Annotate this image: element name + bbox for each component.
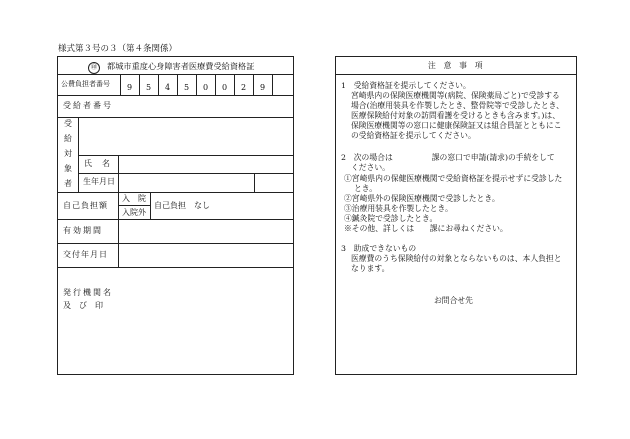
note-line: ①宮崎県内の保健医療機関で受給資格証を提示せずに受診した	[344, 174, 563, 183]
note-line: ④鍼灸院で受診したとき。	[344, 214, 438, 223]
rule	[120, 74, 121, 95]
rule	[58, 192, 293, 193]
rule	[118, 205, 150, 206]
payer-digit: 5	[183, 83, 190, 92]
rule	[118, 219, 119, 267]
rule	[58, 74, 293, 75]
rule	[158, 74, 159, 95]
copay-label: 自己負担額	[63, 201, 108, 210]
note-line: なります。	[351, 264, 390, 273]
validity-label: 有効期間	[63, 226, 103, 235]
recipient-char: 対	[64, 149, 72, 158]
copay-value: 自己負担 なし	[154, 201, 210, 210]
note-line: 医療費のうち保険給付の対象とならないものは、本人負担と	[351, 254, 562, 263]
payer-digit: 9	[259, 83, 266, 92]
issuer-seal-label: 及 び 印	[63, 301, 103, 310]
note-line: 2 次の場合は 課の窓口で申請(請求)の手続をして	[341, 153, 555, 162]
rule	[58, 95, 293, 96]
payer-number-label: 公費負担者番号	[61, 80, 110, 88]
rule	[78, 155, 293, 156]
recipient-char: 給	[64, 134, 72, 143]
rule	[58, 267, 293, 268]
note-line: とき。	[354, 184, 378, 193]
recipient-number-label: 受給者番号	[63, 101, 113, 110]
payer-digit: 0	[221, 83, 228, 92]
contact-label: お問合せ先	[434, 296, 473, 305]
rule	[78, 173, 293, 174]
rule	[150, 192, 151, 219]
rule	[177, 74, 178, 95]
payer-digit: 5	[145, 83, 152, 92]
rule	[272, 74, 273, 95]
rule	[215, 74, 216, 95]
notes-heading: 注 意 事 項	[428, 61, 483, 70]
rule	[58, 243, 293, 244]
note-line: 宮崎県内の保険医療機関等(病院、保険薬局ごと)で受診する	[351, 91, 560, 100]
rule	[196, 74, 197, 95]
payer-digit: 4	[164, 83, 171, 92]
recipient-char: 象	[64, 164, 72, 173]
note-line: ください。	[351, 163, 390, 172]
rule	[118, 192, 119, 219]
rule	[254, 173, 255, 192]
notes-panel	[335, 56, 577, 375]
name-label: 氏 名	[84, 159, 111, 168]
recipient-char: 受	[64, 119, 72, 128]
note-line: ※その他、詳しくは 課にお尋ねください。	[344, 224, 508, 233]
payer-digit: 2	[240, 83, 247, 92]
rule	[336, 74, 576, 75]
rule	[253, 74, 254, 95]
issuer-label: 発行機関名	[63, 288, 113, 297]
note-line: ③治療用装具を作製したとき。	[344, 204, 453, 213]
form-number-label: 様式第３号の３（第４条関係）	[58, 44, 178, 54]
payer-digit: 9	[126, 83, 133, 92]
certificate-card	[57, 56, 294, 375]
rule	[58, 219, 293, 220]
birthdate-label: 生年月日	[83, 177, 115, 186]
issue-date-label: 交付年月日	[63, 250, 108, 259]
inpatient-label: 入 院	[122, 194, 146, 203]
seal-icon: ㊞	[88, 62, 100, 74]
note-line: 医療保険給付対象の訪問看護を受けるときも含みます。)は、	[351, 111, 561, 120]
rule	[118, 155, 119, 192]
note-line: 1 受給資格証を提示してください。	[341, 81, 471, 90]
certificate-title: 都城市重度心身障害者医療費受給資格証	[107, 61, 255, 71]
note-line: 3 助成できないもの	[341, 244, 417, 253]
recipient-char: 者	[64, 179, 72, 188]
outpatient-label: 入院外	[122, 208, 146, 217]
note-line: 保険医療機関等の窓口に健康保険証又は組合員証とともにこ	[351, 121, 562, 130]
note-line: の受給資格証を提示してください。	[351, 131, 476, 140]
note-line: ②宮崎県外の保険医療機関で受診したとき。	[344, 194, 500, 203]
rule	[58, 117, 293, 118]
payer-digit: 0	[202, 83, 209, 92]
rule	[139, 74, 140, 95]
rule	[234, 74, 235, 95]
note-line: 場合(治療用装具を作製したとき、整骨院等で受診したとき、	[351, 101, 564, 110]
rule	[78, 117, 79, 192]
